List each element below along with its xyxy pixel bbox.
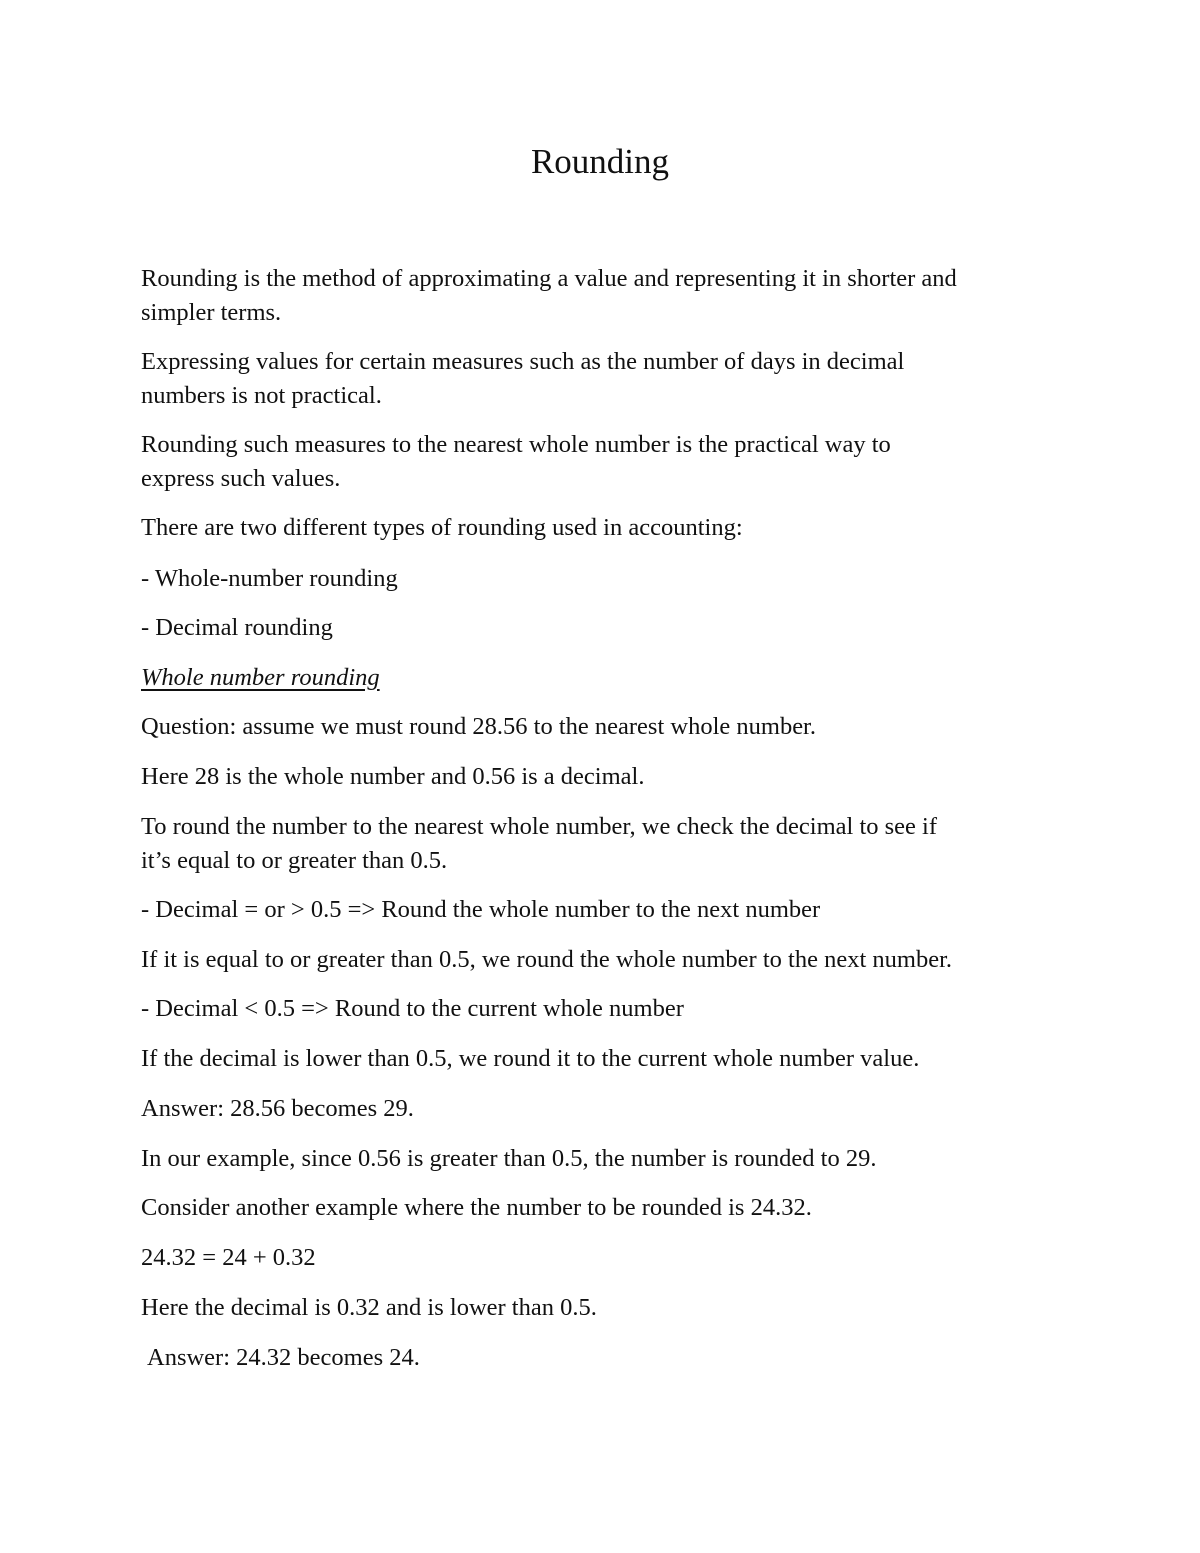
section-heading: Whole number rounding xyxy=(141,664,380,691)
answer-first-example: Answer: 28.56 becomes 29. xyxy=(141,1095,414,1122)
second-example-intro: Consider another example where the number to be rounded is 24.32. xyxy=(141,1194,812,1221)
question-text: Question: assume we must round 28.56 to the nearest whole number. xyxy=(141,713,816,740)
list-item-decimal: - Decimal rounding xyxy=(141,614,333,641)
paragraph-nearest-line2: express such values. xyxy=(141,465,341,492)
rule-round-down-text: If the decimal is lower than 0.5, we round it to the current whole number value. xyxy=(141,1045,920,1072)
explain-check-line1: To round the number to the nearest whole number, we check the decimal to see if xyxy=(141,813,937,840)
page-title: Rounding xyxy=(530,142,670,181)
types-intro: There are two different types of rounding used in accounting: xyxy=(141,514,743,541)
second-example-note: Here the decimal is 0.32 and is lower than 0.5. xyxy=(141,1294,597,1321)
paragraph-definition-line2: simpler terms. xyxy=(141,299,282,326)
first-example-note: In our example, since 0.56 is greater than 0.5, the number is rounded to 29. xyxy=(141,1145,877,1172)
paragraph-nearest-line1: Rounding such measures to the nearest whole number is the practical way to xyxy=(141,431,891,458)
explain-whole-decimal: Here 28 is the whole number and 0.56 is a decimal. xyxy=(141,763,645,790)
rule-round-up-text: If it is equal to or greater than 0.5, we round the whole number to the next number. xyxy=(141,946,953,973)
second-example-equation: 24.32 = 24 + 0.32 xyxy=(141,1244,316,1271)
paragraph-definition-line1: Rounding is the method of approximating a value and representing it in shorter and xyxy=(141,265,957,292)
paragraph-practicality-line2: numbers is not practical. xyxy=(141,382,382,409)
rule-round-down: - Decimal < 0.5 => Round to the current whole number xyxy=(141,995,684,1022)
explain-check-line2: it’s equal to or greater than 0.5. xyxy=(141,847,448,874)
answer-second-example: Answer: 24.32 becomes 24. xyxy=(147,1344,420,1371)
list-item-whole-number: - Whole-number rounding xyxy=(141,565,398,592)
paragraph-practicality-line1: Expressing values for certain measures such as the number of days in decimal xyxy=(141,348,905,375)
rule-round-up: - Decimal = or > 0.5 => Round the whole number to the next number xyxy=(141,896,821,923)
